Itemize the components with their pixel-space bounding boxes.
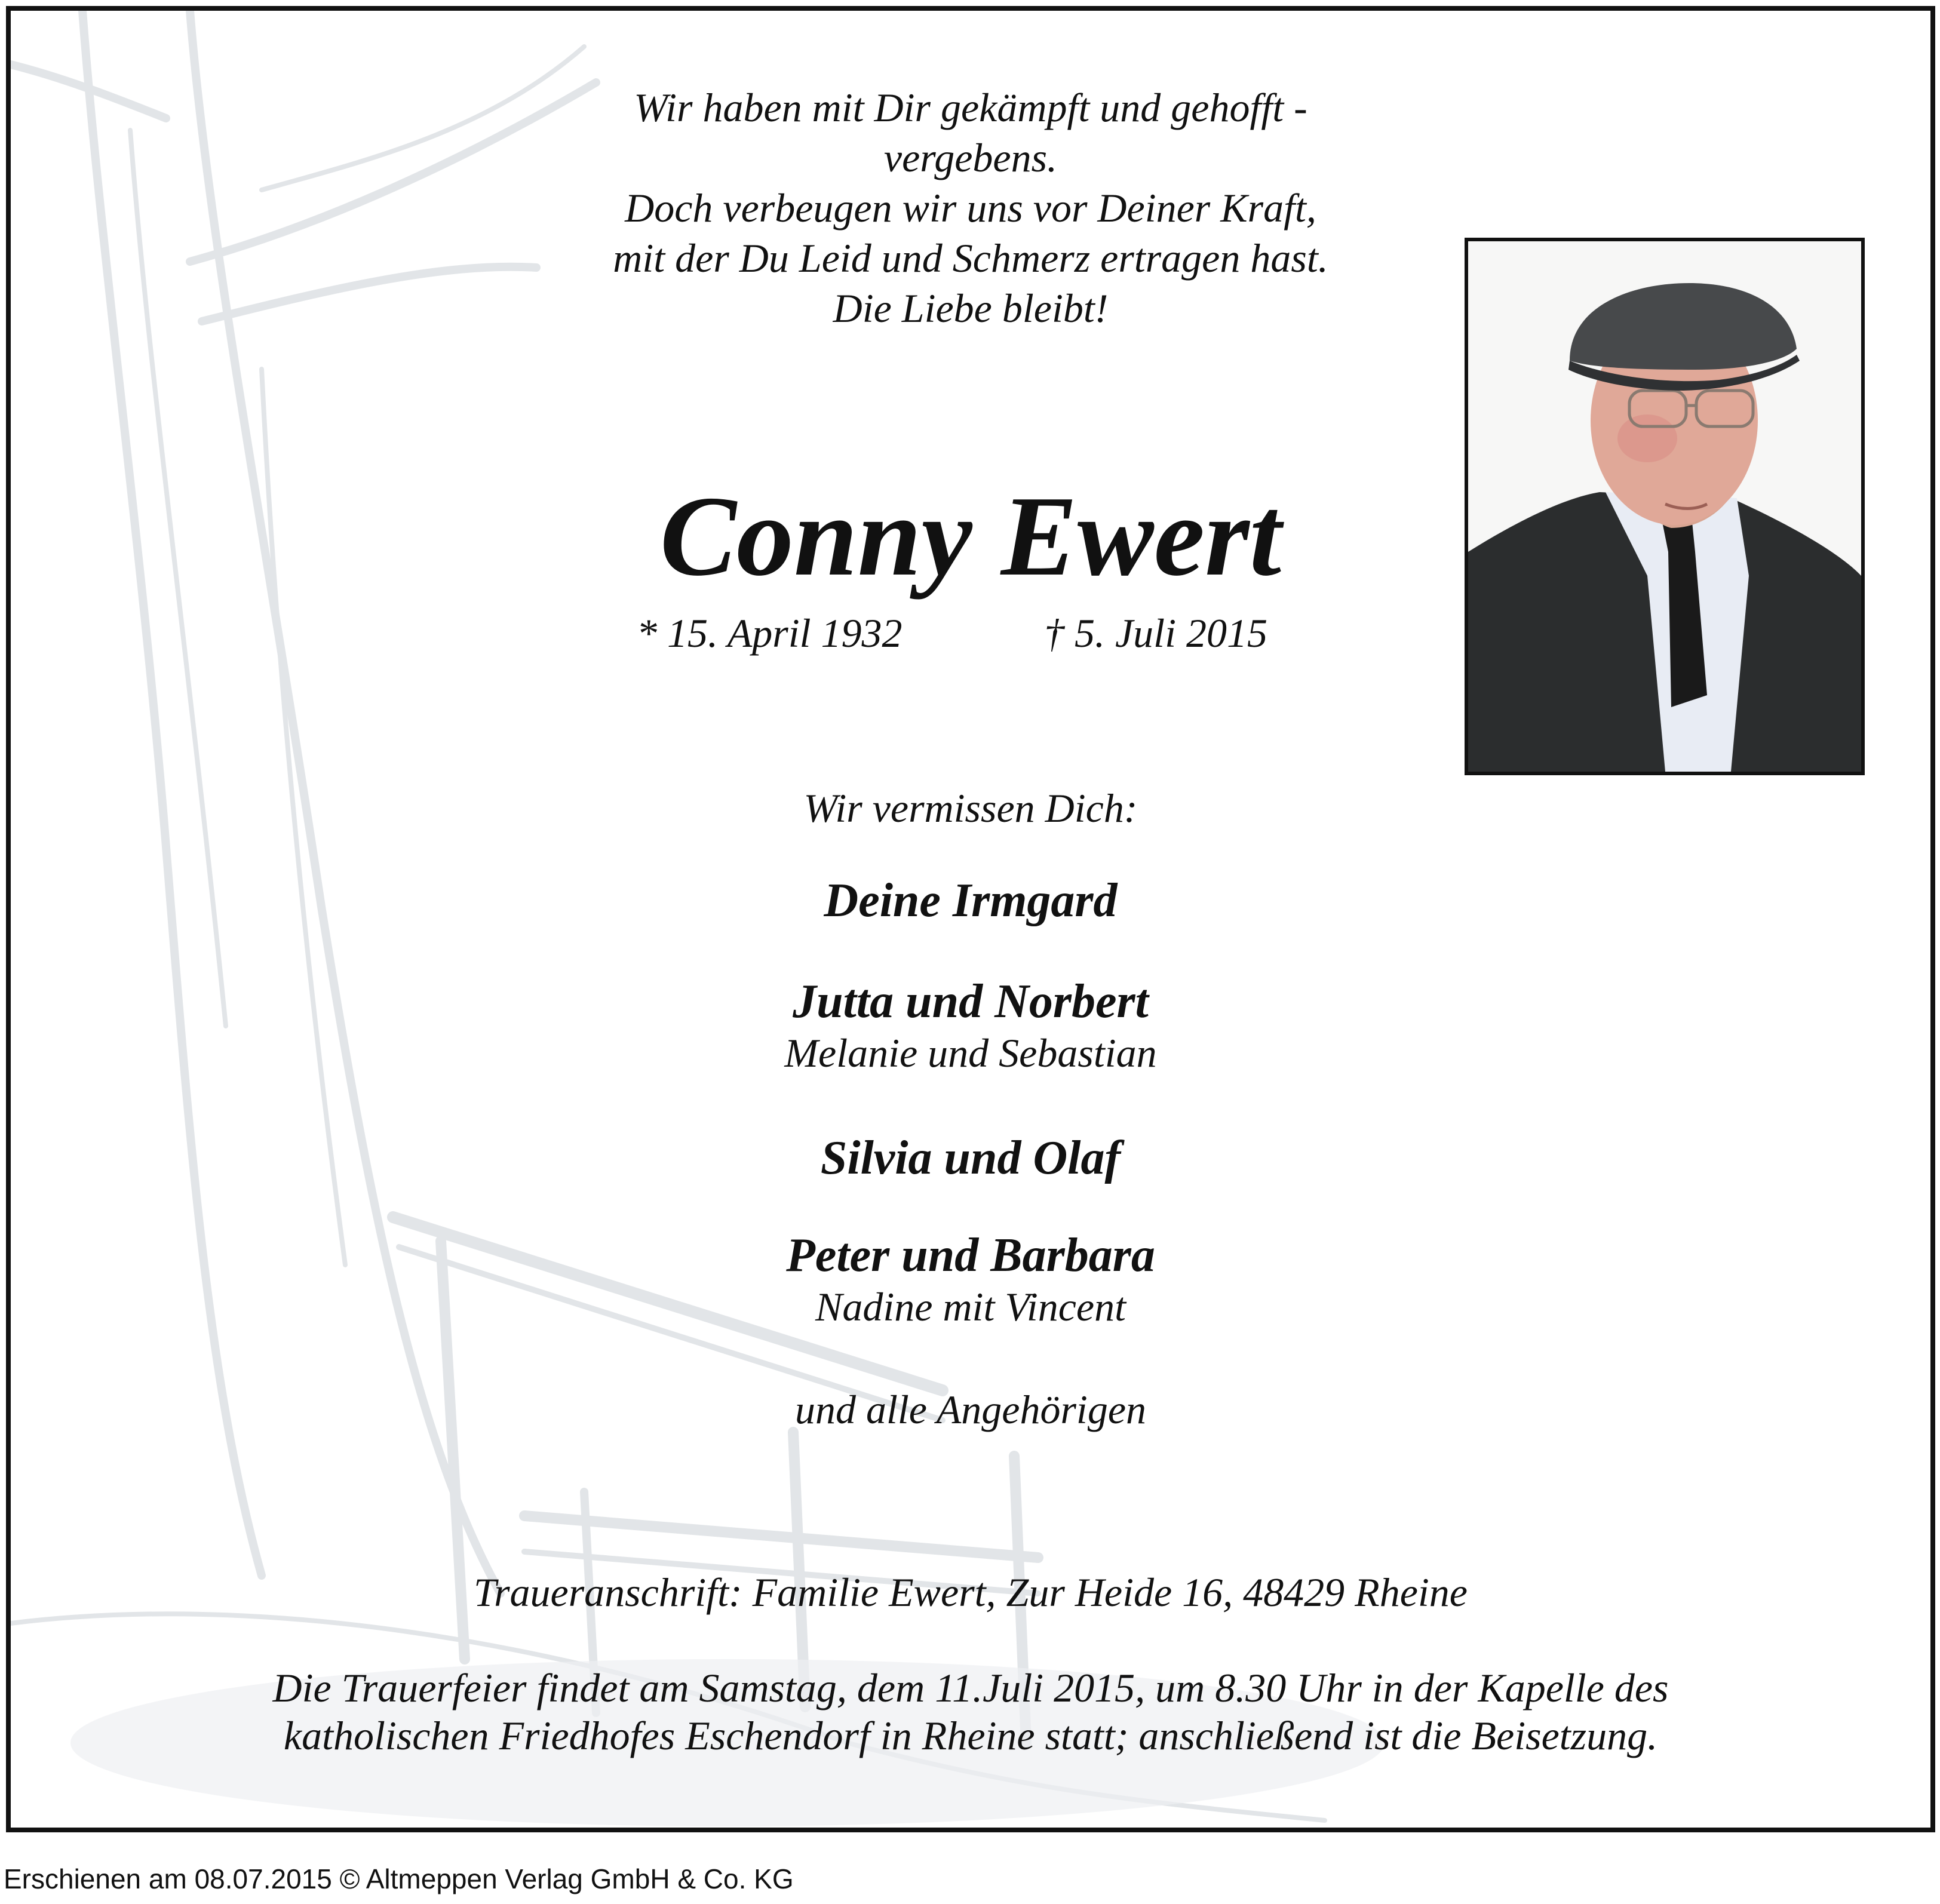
poem-line: Die Liebe bleibt! bbox=[833, 285, 1109, 331]
family-sub: Melanie und Sebastian bbox=[784, 1030, 1157, 1076]
family-sub: und alle Angehörigen bbox=[795, 1387, 1146, 1432]
birth-date: * 15. April 1932 bbox=[637, 610, 903, 656]
family-group bbox=[11, 1386, 1930, 1433]
death-date: † 5. Juli 2015 bbox=[1044, 610, 1267, 656]
family-main: Deine Irmgard bbox=[824, 874, 1118, 927]
deceased-name: Conny Ewert bbox=[659, 472, 1282, 600]
family-sub: Nadine mit Vincent bbox=[815, 1284, 1126, 1329]
poem-line: vergebens. bbox=[883, 135, 1058, 180]
portrait-photo-icon bbox=[1465, 238, 1865, 775]
ceremony-line: Die Trauerfeier findet am Samstag, dem 11.Juli 2015, um 8.30 Uhr in der Kapelle des bbox=[272, 1665, 1669, 1710]
family-group bbox=[11, 873, 1930, 928]
poem-line: Wir haben mit Dir gekämpft und gehofft - bbox=[634, 85, 1307, 130]
poem-line: Doch verbeugen wir uns vor Deiner Kraft, bbox=[625, 185, 1316, 231]
ceremony-line: katholischen Friedhofes Eschendorf in Rheine statt; anschließend ist die Beisetzung. bbox=[283, 1713, 1658, 1758]
family-group bbox=[11, 974, 1930, 1077]
family-main: Peter und Barbara bbox=[786, 1229, 1155, 1282]
publication-credit: Erschienen am 08.07.2015 © Altmeppen Verlag GmbH & Co. KG bbox=[4, 1863, 794, 1894]
family-main: Jutta und Norbert bbox=[793, 975, 1149, 1028]
family-group bbox=[11, 1228, 1930, 1331]
missing-intro: Wir vermissen Dich: bbox=[803, 785, 1138, 831]
obituary-notice bbox=[6, 6, 1935, 1832]
family-main: Silvia und Olaf bbox=[820, 1132, 1121, 1184]
ceremony-info bbox=[11, 1664, 1930, 1759]
family-group bbox=[11, 1131, 1930, 1186]
mourning-address: Traueranschrift: Familie Ewert, Zur Heide 16, 48429 Rheine bbox=[474, 1570, 1468, 1615]
poem-line: mit der Du Leid und Schmerz ertragen hast. bbox=[613, 235, 1328, 281]
